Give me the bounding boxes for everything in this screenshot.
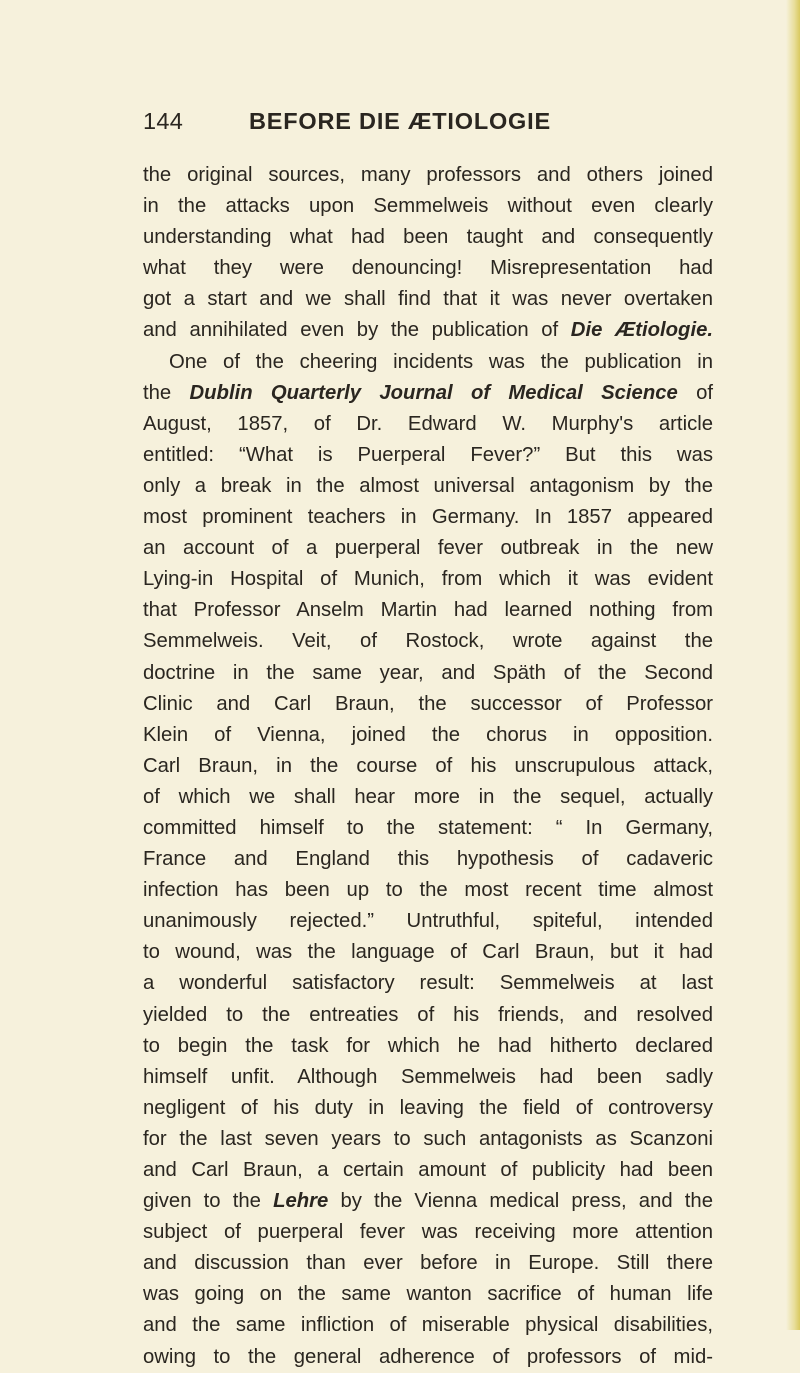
text-segment: by the Vienna medical press, and the [328, 1190, 713, 1213]
text-line [143, 378, 713, 409]
running-title: BEFORE DIE ÆTIOLOGIE [249, 108, 551, 134]
text-line: in the attacks upon Semmelweis without even clearly [143, 195, 713, 218]
text-line: Clinic and Carl Braun, the successor of Professor [143, 692, 713, 715]
italic-title: Die Ætiologie. [570, 319, 714, 342]
text-line: entitled: “What is Puerperal Fever?” But this was [143, 443, 713, 466]
text-line: yielded to the entreaties of his friends, and resolved [143, 1003, 713, 1026]
text-line: August, 1857, of Dr. Edward W. Murphy's article [143, 412, 713, 435]
italic-title: Dublin Quarterly Journal of Medical Science [189, 381, 678, 404]
text-line: for the last seven years to such antagonists as Scanzoni [143, 1127, 713, 1150]
italic-title: Lehre [273, 1190, 329, 1213]
text-line: most prominent teachers in Germany. In 1857 appeared [143, 506, 713, 529]
paragraph-start-line: One of the cheering incidents was the publication in [169, 350, 713, 373]
text-line: and the same infliction of miserable physical disabilities, [143, 1314, 713, 1337]
text-line: Lying-in Hospital of Munich, from which it was evident [143, 568, 713, 591]
text-segment: and annihilated even by the publication of [143, 319, 571, 342]
text-line: got a start and we shall find that it was never overtaken [143, 288, 713, 311]
text-segment: given to the [143, 1190, 274, 1213]
text-line: a wonderful satisfactory result: Semmelweis at last [143, 972, 713, 995]
text-line: committed himself to the statement: “ In Germany, [143, 816, 713, 839]
text-line: himself unfit. Although Semmelweis had been sadly [143, 1065, 713, 1088]
text-line: that Professor Anselm Martin had learned nothing from [143, 599, 713, 622]
text-line: and discussion than ever before in Europe. Still there [143, 1252, 713, 1275]
text-line: to wound, was the language of Carl Braun, but it had [143, 941, 713, 964]
text-line: an account of a puerperal fever outbreak in the new [143, 537, 713, 560]
page-number: 144 [143, 108, 184, 134]
text-line: doctrine in the same year, and Späth of the Second [143, 661, 713, 684]
body-text [143, 160, 713, 1373]
text-line [143, 315, 713, 346]
text-line: Klein of Vienna, joined the chorus in opposition. [143, 723, 713, 746]
text-line: Semmelweis. Veit, of Rostock, wrote against the [143, 630, 713, 653]
text-line: infection has been up to the most recent time almost [143, 879, 713, 902]
text-line: to begin the task for which he had hitherto declared [143, 1034, 713, 1057]
text-line: was going on the same wanton sacrifice of human life [143, 1283, 713, 1306]
text-line [143, 1186, 713, 1217]
text-line: negligent of his duty in leaving the field of controversy [143, 1096, 713, 1119]
text-line: subject of puerperal fever was receiving more attention [143, 1221, 713, 1244]
text-line: the original sources, many professors and others joined [143, 164, 713, 186]
text-segment: of [677, 381, 713, 404]
text-line: and Carl Braun, a certain amount of publicity had been [143, 1159, 713, 1181]
text-line: only a break in the almost universal antagonism by the [143, 474, 713, 497]
text-line: what they were denouncing! Misrepresentation had [143, 257, 713, 280]
text-line: unanimously rejected.” Untruthful, spiteful, intended [143, 910, 713, 933]
text-segment: the [143, 381, 190, 404]
text-line: Carl Braun, in the course of his unscrupulous attack, [143, 754, 713, 777]
text-line: of which we shall hear more in the sequel, actually [143, 785, 713, 808]
text-line: owing to the general adherence of professors of mid- [143, 1345, 713, 1368]
text-line: understanding what had been taught and consequently [143, 226, 713, 249]
running-head [143, 108, 703, 148]
text-line: France and England this hypothesis of cadaveric [143, 848, 713, 871]
page-edge [786, 0, 800, 1330]
